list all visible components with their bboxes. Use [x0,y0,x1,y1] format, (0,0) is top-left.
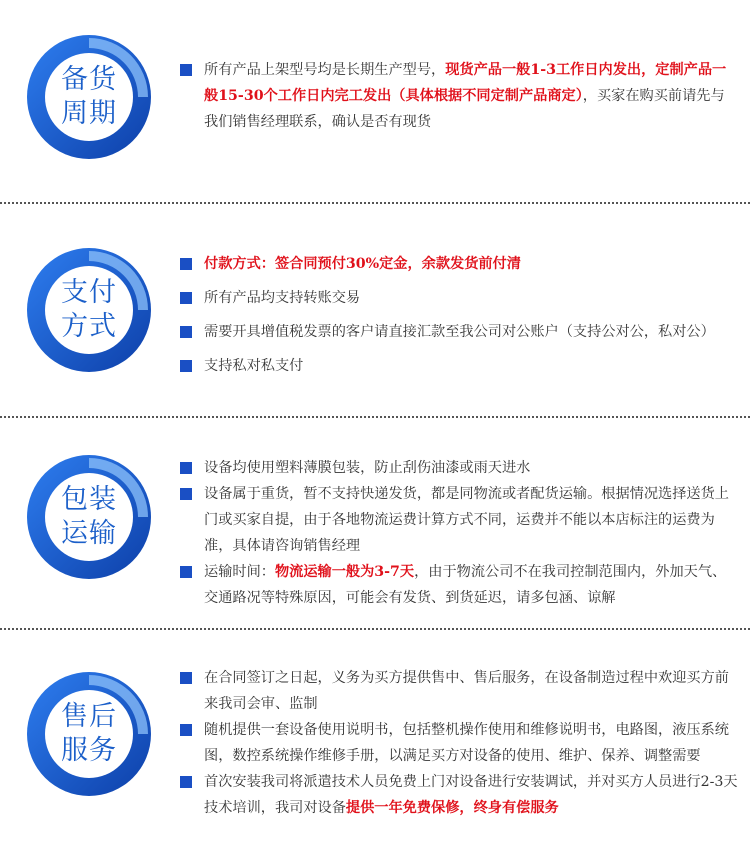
packaging-shipping-list [178,455,738,611]
list-item [178,57,738,135]
section-divider [0,416,750,418]
badge-line-1: 支付 [61,277,117,308]
item-highlight: 付款方式：签合同预付30%定金，余款发货前付清 [204,256,521,272]
item-highlight: 提供一年免费保修，终身有偿服务 [345,800,559,816]
badge-line-1: 包装 [61,484,117,515]
square-bullet-icon [180,292,192,304]
badge-line-1: 备货 [61,64,117,95]
list-item [178,285,738,311]
list-item [178,481,738,559]
square-bullet-icon [180,672,192,684]
square-bullet-icon [180,64,192,76]
badge-payment-method [26,247,152,373]
list-item [178,717,738,769]
badge-line-2: 周期 [61,98,117,129]
list-item [178,251,738,277]
badge-packaging-shipping [26,454,152,580]
badge-after-sales [26,671,152,797]
section-divider [0,628,750,630]
badge-line-2: 方式 [61,311,117,342]
payment-method-list [178,251,738,379]
stock-period-list [178,57,738,135]
badge-line-2: 运输 [61,518,117,549]
list-item [178,665,738,717]
item-text: 首次安装我司将派遣技术人员免费上门对设备进行安装调试，并对买方人员进行2-3天技术培训，我司对设备 [204,774,738,816]
item-text: 支持私对私支付 [204,358,304,374]
item-text: ，由于物流公司不在我司控制范围内，外加天气、交通路况等特殊原因，可能会有发货、到货延迟，请多包涵、谅解 [204,564,727,606]
list-item [178,769,738,821]
list-item [178,353,738,379]
item-text: 随机提供一套设备使用说明书，包括整机操作使用和维修说明书，电路图，液压系统图，数控系统操作维修手册，以满足买方对设备的使用、维护、保养、调整需要 [204,722,729,764]
list-item [178,319,738,345]
item-text: 所有产品上架型号均是长期生产型号， [204,62,446,78]
item-highlight: 物流运输一般为3-7天 [274,564,415,580]
square-bullet-icon [180,360,192,372]
badge-stock-period [26,34,152,160]
item-highlight: 现货产品一般1-3工作日内发出，定制产品一般15-30个工作日内完工发出（具体根据不同定制产品商定） [204,62,727,104]
item-text: 运输时间： [204,564,275,580]
list-item [178,559,738,611]
square-bullet-icon [180,724,192,736]
item-text: 所有产品均支持转账交易 [204,290,361,306]
item-text: 在合同签订之日起，义务为买方提供售中、售后服务，在设备制造过程中欢迎买方前来我司会审、监制 [204,670,729,712]
square-bullet-icon [180,488,192,500]
item-text: ，买家在购买前请先与我们销售经理联系，确认是否有现货 [204,88,725,130]
item-text: 设备均使用塑料薄膜包装，防止刮伤油漆或雨天进水 [204,460,531,476]
square-bullet-icon [180,258,192,270]
item-text: 设备属于重货，暂不支持快递发货，都是同物流或者配货运输。根据情况选择送货上门或买家自提，由于各地物流运费计算方式不同，运费并不能以本店标注的运费为准，具体请咨询销售经理 [204,486,729,554]
square-bullet-icon [180,326,192,338]
square-bullet-icon [180,776,192,788]
badge-line-1: 售后 [61,701,117,732]
section-divider [0,202,750,204]
item-text: 需要开具增值税发票的客户请直接汇款至我公司对公账户（支持公对公，私对公） [204,324,715,340]
square-bullet-icon [180,462,192,474]
after-sales-list [178,665,738,821]
badge-line-2: 服务 [61,735,117,766]
square-bullet-icon [180,566,192,578]
list-item [178,455,738,481]
